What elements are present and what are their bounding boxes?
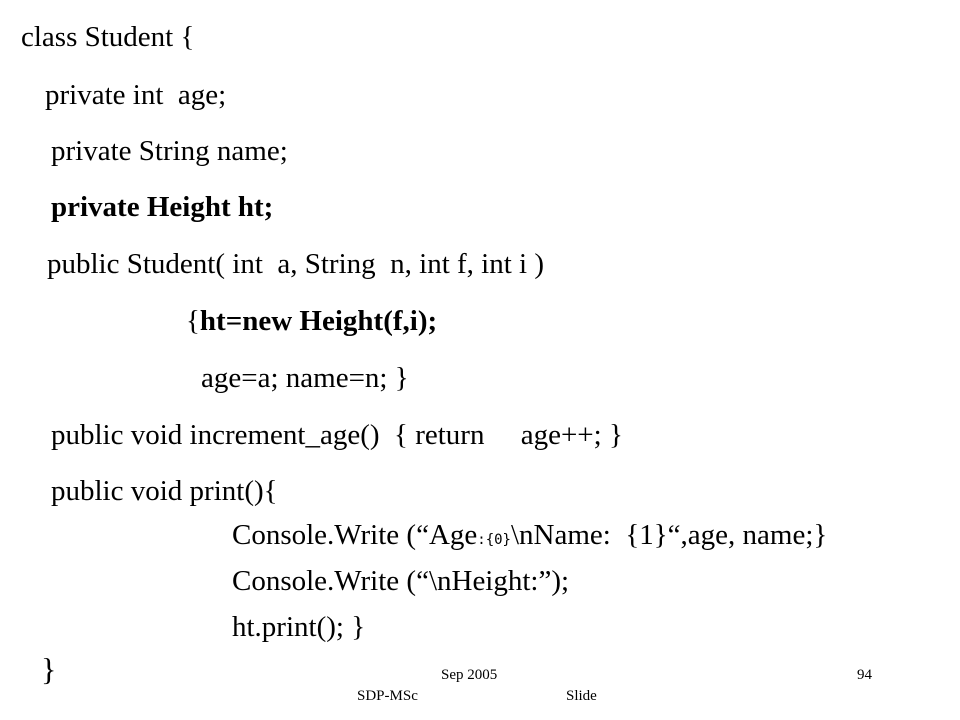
code-line-console-write-2: Console.Write (“\nHeight:”); xyxy=(232,565,570,597)
code-line-height-field: private Height ht; xyxy=(51,191,274,223)
footer-date: Sep 2005 xyxy=(441,667,498,683)
ht-assignment: ht=new Height(f,i); xyxy=(199,305,438,337)
code-line-constructor: public Student( int a, String n, int f, int i ) xyxy=(47,248,544,280)
code-line-increment-age: public void increment_age() { return age++; } xyxy=(51,419,623,451)
code-line-console-write-1 xyxy=(232,518,827,557)
code-line-ht-print: ht.print(); } xyxy=(232,611,366,643)
footer-slide-label: Slide xyxy=(566,688,597,704)
closing-brace: } xyxy=(41,651,57,687)
code-line-age-field: private int age; xyxy=(45,79,227,111)
open-brace: { xyxy=(186,305,200,337)
code-line-class-decl: class Student { xyxy=(21,21,195,53)
code-line-ctor-body-2: age=a; name=n; } xyxy=(201,362,409,394)
code-line-ctor-body-1 xyxy=(186,304,437,338)
code-line-name-field: private String name; xyxy=(51,135,288,167)
console-write-age: Console.Write (“Age xyxy=(232,519,478,551)
code-line-print-decl: public void print(){ xyxy=(51,475,278,507)
console-write-name: \nName: {1}“,age, name;} xyxy=(510,519,828,551)
footer-page-number: 94 xyxy=(857,667,872,683)
format-placeholder: :{0} xyxy=(477,532,511,548)
footer-author: SDP-MSc xyxy=(357,688,418,704)
